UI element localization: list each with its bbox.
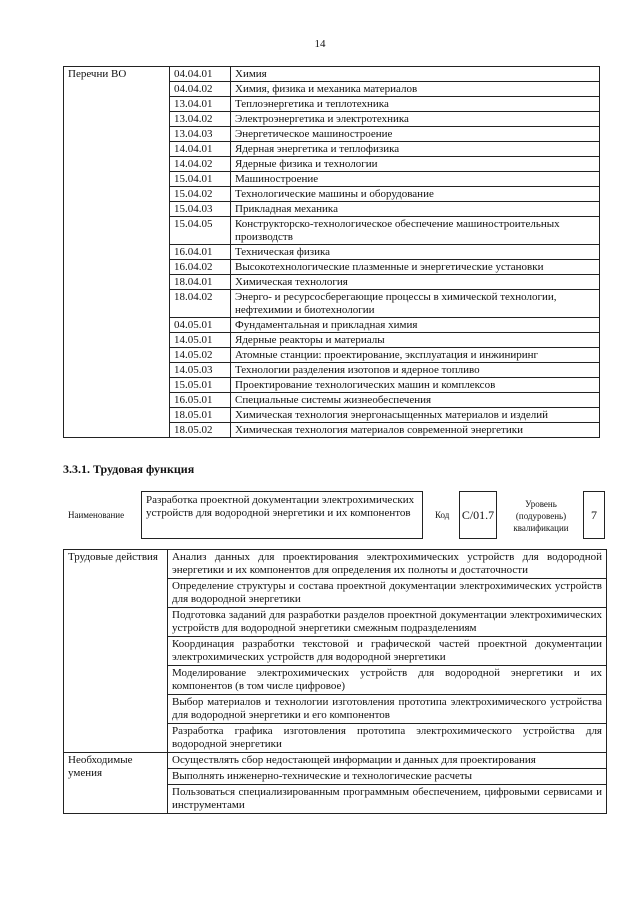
specialty-name: Химическая технология энергонасыщенных материалов и изделий (231, 408, 600, 423)
specialty-code: 13.04.03 (170, 127, 231, 142)
specialty-code: 15.04.03 (170, 202, 231, 217)
specialty-name: Прикладная механика (231, 202, 600, 217)
action-item: Моделирование электрохимических устройств для водородной энергетики и их компонентов (в том числе цифровое) (168, 666, 607, 695)
action-item: Координация разработки текстовой и графической частей проектной документации электрохимических устройств для водородной энергетики (168, 637, 607, 666)
specialty-code: 15.04.05 (170, 217, 231, 245)
specialty-code: 15.05.01 (170, 378, 231, 393)
code-value: C/01.7 (459, 491, 497, 539)
table-row (64, 67, 600, 82)
specialty-code: 16.05.01 (170, 393, 231, 408)
actions-label: Трудовые действия (64, 550, 168, 753)
specialty-name: Химическая технология материалов современной энергетики (231, 423, 600, 438)
specialty-code: 14.05.01 (170, 333, 231, 348)
specialty-code: 14.04.02 (170, 157, 231, 172)
specialty-code: 18.05.02 (170, 423, 231, 438)
specialty-code: 14.04.01 (170, 142, 231, 157)
specialty-code: 15.04.02 (170, 187, 231, 202)
specialty-code: 16.04.02 (170, 260, 231, 275)
specialty-name: Энерго- и ресурсосберегающие процессы в химической технологии, нефтехимии и биотехнологии (231, 290, 600, 318)
specialty-code: 13.04.02 (170, 112, 231, 127)
specialty-name: Техническая физика (231, 245, 600, 260)
specialty-name: Конструкторско-технологическое обеспечение машиностроительных производств (231, 217, 600, 245)
specialty-name: Теплоэнергетика и теплотехника (231, 97, 600, 112)
actions-table (63, 549, 607, 814)
specialty-name: Технологии разделения изотопов и ядерное топливо (231, 363, 600, 378)
level-value: 7 (583, 491, 605, 539)
name-value: Разработка проектной документации электрохимических устройств для водородной энергетики и их компонентов (141, 491, 423, 539)
specialty-code: 04.04.01 (170, 67, 231, 82)
level-label: Уровень (подуровень) квалификации (513, 499, 569, 533)
specialty-code: 18.04.01 (170, 275, 231, 290)
action-item: Подготовка заданий для разработки разделов проектной документации электрохимических устройств для водородной энергетики смежным подразделениям (168, 608, 607, 637)
specialty-name: Ядерная энергетика и теплофизика (231, 142, 600, 157)
specialty-name: Проектирование технологических машин и комплексов (231, 378, 600, 393)
specialty-code: 13.04.01 (170, 97, 231, 112)
specialty-code: 04.04.02 (170, 82, 231, 97)
section-title: 3.3.1. Трудовая функция (63, 462, 195, 476)
function-header (63, 491, 600, 541)
specialty-name: Специальные системы жизнеобеспечения (231, 393, 600, 408)
table-row (64, 550, 607, 579)
specialty-name: Технологические машины и оборудование (231, 187, 600, 202)
specialties-label: Перечни ВО (64, 67, 170, 438)
specialty-name: Энергетическое машиностроение (231, 127, 600, 142)
action-item: Анализ данных для проектирования электрохимических устройств для водородной энергетики и их компонентов для определения их полноты и достаточности (168, 550, 607, 579)
specialty-code: 14.05.02 (170, 348, 231, 363)
skill-item: Пользоваться специализированным программным обеспечением, цифровыми сервисами и инструментами (168, 785, 607, 814)
specialty-name: Химическая технология (231, 275, 600, 290)
specialty-code: 16.04.01 (170, 245, 231, 260)
action-item: Определение структуры и состава проектной документации электрохимических устройств для водородной энергетики (168, 579, 607, 608)
action-item: Выбор материалов и технологии изготовления прототипа электрохимического устройства для водородной энергетики и его компонентов (168, 695, 607, 724)
specialties-table (63, 66, 600, 438)
specialty-code: 14.05.03 (170, 363, 231, 378)
skill-item: Осуществлять сбор недостающей информации и данных для проектирования (168, 753, 607, 769)
specialty-code: 18.04.02 (170, 290, 231, 318)
specialty-name: Ядерные реакторы и материалы (231, 333, 600, 348)
specialty-name: Машиностроение (231, 172, 600, 187)
specialty-code: 15.04.01 (170, 172, 231, 187)
specialty-name: Химия (231, 67, 600, 82)
specialty-code: 04.05.01 (170, 318, 231, 333)
specialty-name: Электроэнергетика и электротехника (231, 112, 600, 127)
specialty-name: Атомные станции: проектирование, эксплуатация и инжиниринг (231, 348, 600, 363)
skill-item: Выполнять инженерно-технические и технологические расчеты (168, 769, 607, 785)
specialty-name: Высокотехнологические плазменные и энергетические установки (231, 260, 600, 275)
action-item: Разработка графика изготовления прототипа электрохимического устройства для водородной энергетики (168, 724, 607, 753)
skills-label: Необходимые умения (64, 753, 168, 814)
page-number: 14 (314, 38, 326, 50)
specialty-code: 18.05.01 (170, 408, 231, 423)
specialty-name: Ядерные физика и технологии (231, 157, 600, 172)
specialty-name: Фундаментальная и прикладная химия (231, 318, 600, 333)
specialty-name: Химия, физика и механика материалов (231, 82, 600, 97)
table-row (64, 753, 607, 769)
name-label: Наименование (68, 510, 125, 520)
code-label: Код (435, 510, 450, 520)
